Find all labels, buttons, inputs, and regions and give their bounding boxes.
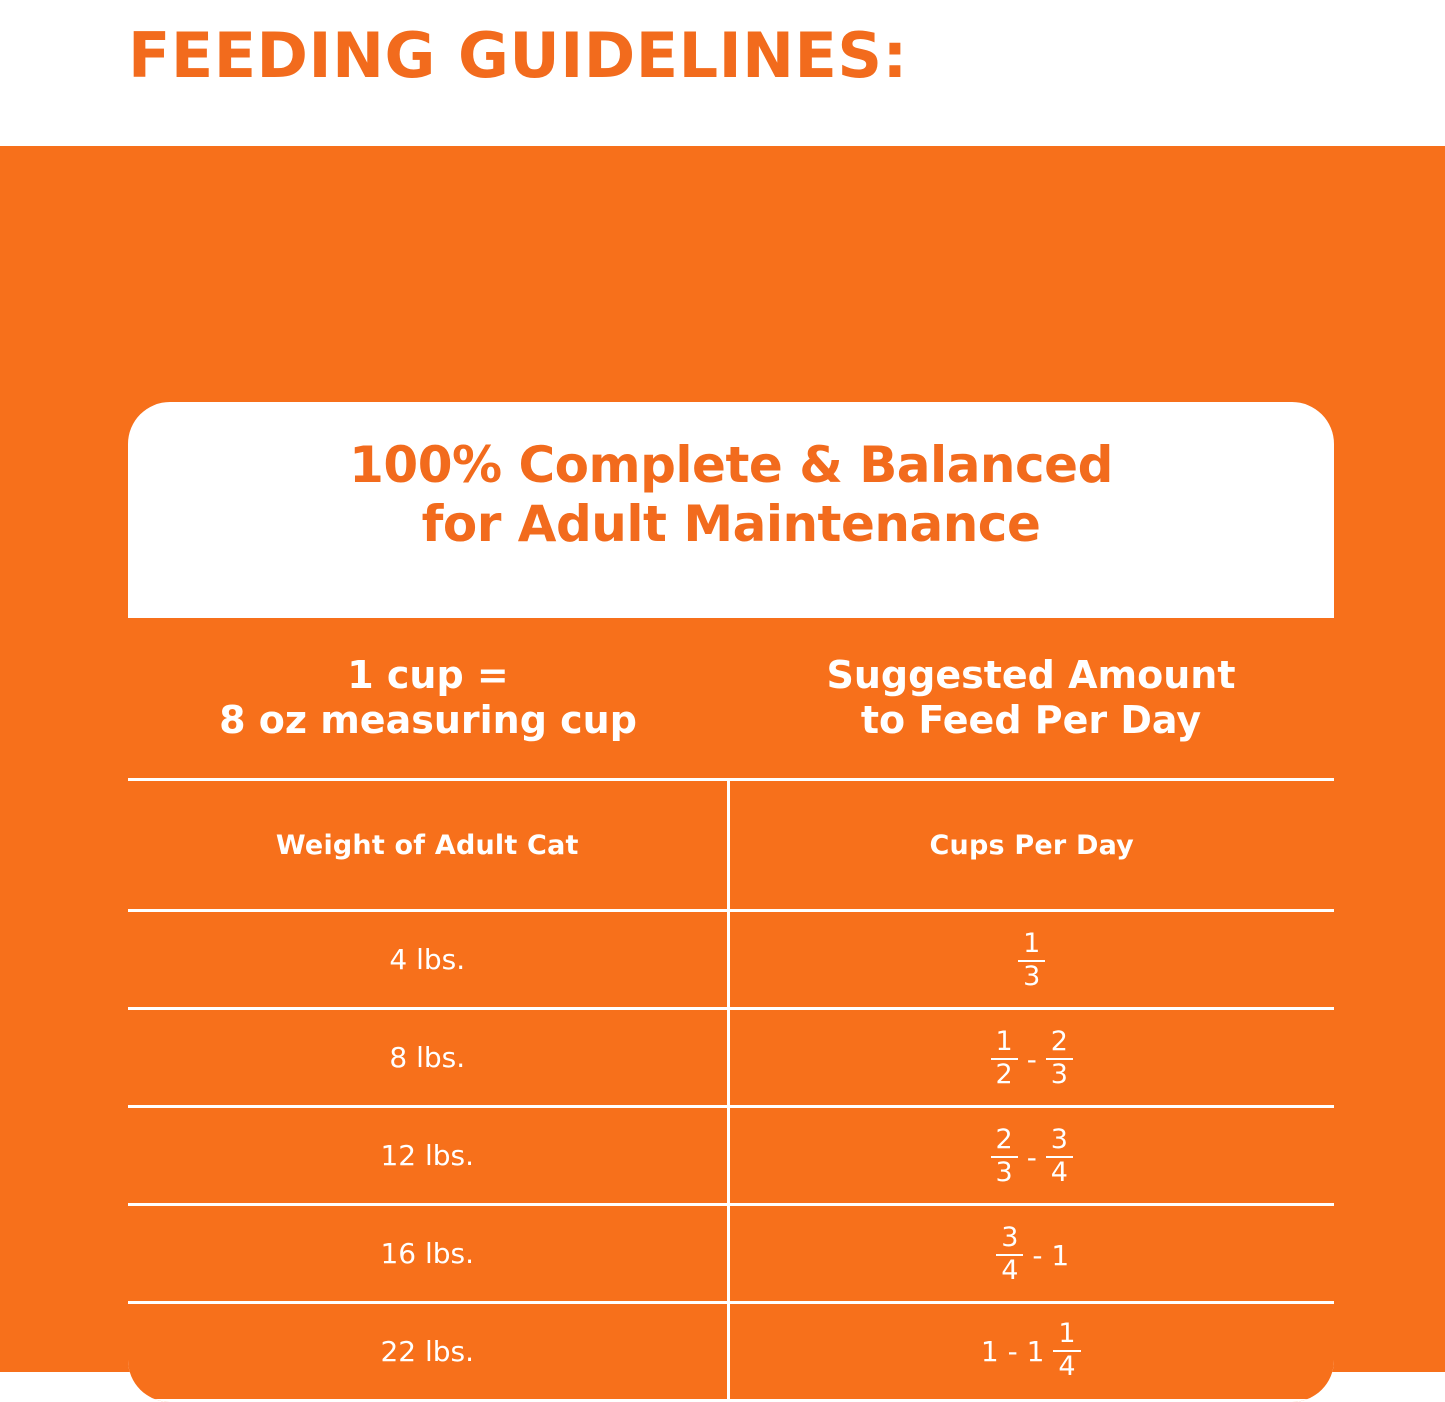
fraction-numerator: 2: [991, 1126, 1018, 1157]
table-row: [128, 1107, 1334, 1205]
orange-background-panel: [0, 146, 1445, 1382]
feeding-table-wrapper: [128, 618, 1334, 1402]
header-band: [0, 0, 1445, 146]
header-cup-definition-line-2: 8 oz measuring cup: [219, 698, 637, 742]
fraction-denominator: 4: [1058, 1350, 1076, 1382]
amount-value: [994, 1222, 1070, 1286]
range-separator: 1 - 1: [980, 1334, 1045, 1368]
cell-weight: 12 lbs.: [128, 1107, 728, 1205]
fraction: [991, 1028, 1018, 1089]
cell-amount: [728, 1107, 1334, 1205]
amount-value: [980, 1318, 1083, 1382]
fraction-denominator: 4: [1001, 1254, 1019, 1286]
fraction-numerator: 1: [1018, 930, 1045, 961]
cell-weight: 8 lbs.: [128, 1009, 728, 1107]
cell-weight: 22 lbs.: [128, 1303, 728, 1401]
amount-value: [989, 1026, 1075, 1090]
table-sub-header-row: [128, 780, 1334, 911]
card-title-line-1: 100% Complete & Balanced: [349, 436, 1113, 494]
fraction-numerator: 3: [1046, 1126, 1073, 1157]
table-row: [128, 1303, 1334, 1401]
column-header-cups: Cups Per Day: [728, 780, 1334, 911]
card-title: [128, 402, 1334, 554]
header-cup-definition: [128, 618, 728, 780]
range-separator: -: [1026, 1042, 1037, 1076]
table-row: [128, 1009, 1334, 1107]
cell-amount: [728, 911, 1334, 1009]
cell-amount: [728, 1303, 1334, 1401]
cell-amount: [728, 1009, 1334, 1107]
cell-weight: 16 lbs.: [128, 1205, 728, 1303]
fraction: [1018, 930, 1045, 991]
card-title-line-2: for Adult Maintenance: [421, 495, 1041, 553]
column-header-weight: Weight of Adult Cat: [128, 780, 728, 911]
fraction-denominator: 4: [1050, 1156, 1068, 1188]
header-suggested-amount-line-1: Suggested Amount: [826, 653, 1236, 698]
fraction: [996, 1224, 1023, 1285]
fraction-numerator: 1: [991, 1028, 1018, 1059]
fraction-denominator: 3: [1050, 1058, 1068, 1090]
amount-value: [1016, 928, 1047, 992]
header-cup-definition-line-1: 1 cup =: [347, 653, 509, 698]
header-suggested-amount: [728, 618, 1334, 780]
range-separator: -: [1026, 1140, 1037, 1174]
page-title: FEEDING GUIDELINES:: [128, 19, 908, 92]
fraction: [1046, 1028, 1073, 1089]
feeding-table: [128, 618, 1334, 1402]
cell-weight: 4 lbs.: [128, 911, 728, 1009]
cell-amount: [728, 1205, 1334, 1303]
fraction: [1046, 1126, 1073, 1187]
table-row: [128, 1205, 1334, 1303]
fraction-denominator: 3: [1023, 960, 1041, 992]
table-top-header-row: [128, 618, 1334, 780]
amount-value: [989, 1124, 1075, 1188]
feeding-table-body: [128, 911, 1334, 1401]
feeding-card: [128, 402, 1334, 1402]
table-row: [128, 911, 1334, 1009]
fraction-denominator: 2: [995, 1058, 1013, 1090]
fraction-numerator: 2: [1046, 1028, 1073, 1059]
fraction-numerator: 3: [996, 1224, 1023, 1255]
range-separator: - 1: [1032, 1238, 1070, 1272]
fraction-numerator: 1: [1053, 1320, 1080, 1351]
header-suggested-amount-line-2: to Feed Per Day: [860, 698, 1202, 742]
fraction-denominator: 3: [995, 1156, 1013, 1188]
fraction: [991, 1126, 1018, 1187]
